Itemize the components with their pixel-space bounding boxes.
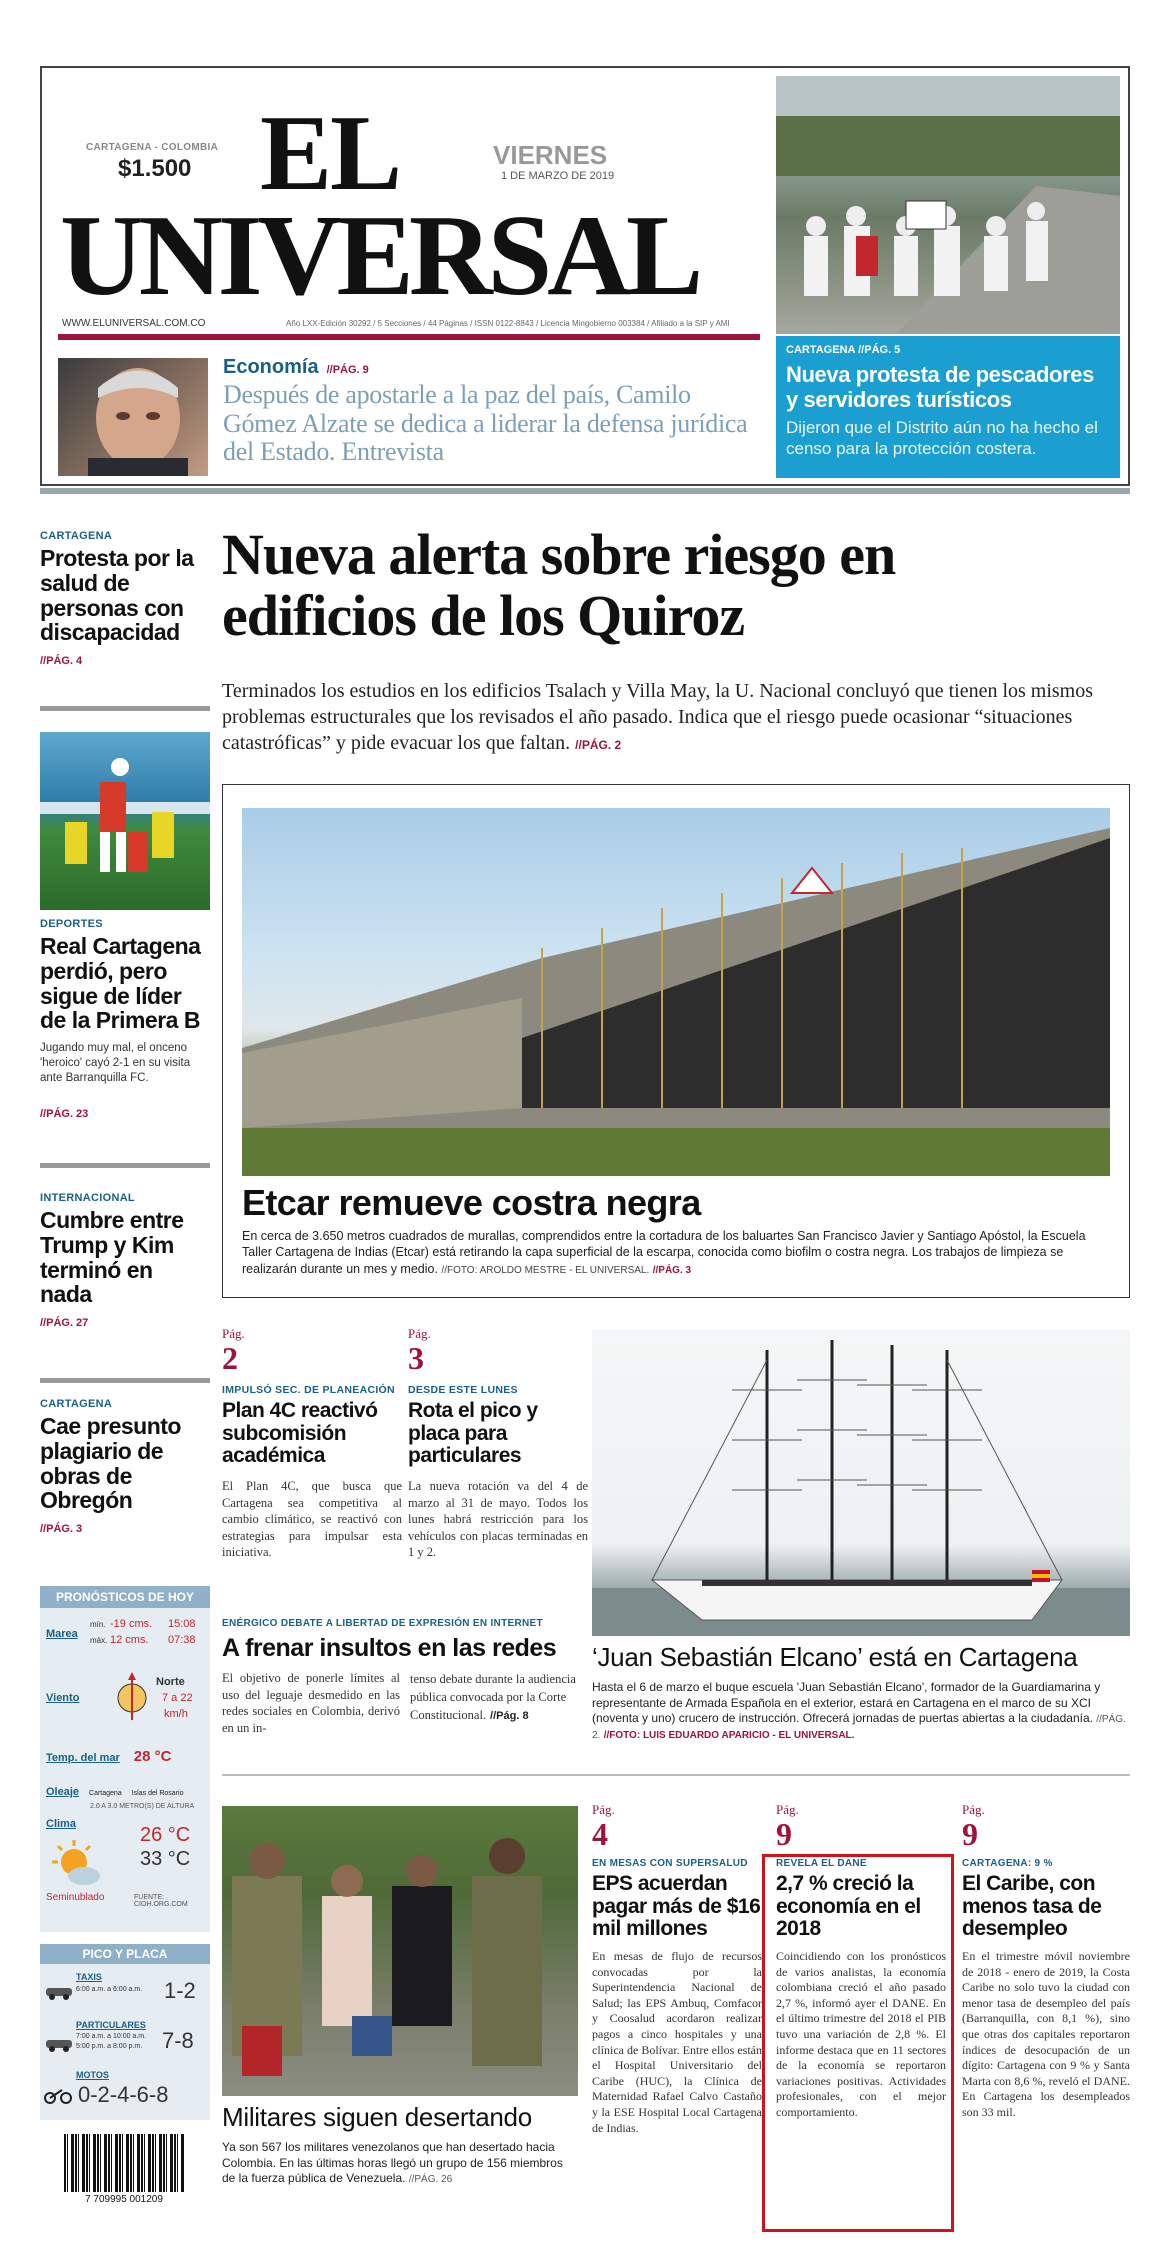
temp-low: 26 °C bbox=[140, 1824, 191, 1846]
barcode-bars bbox=[64, 2134, 184, 2192]
lead-deck-block bbox=[222, 678, 1102, 756]
masthead-weekday: VIERNES bbox=[493, 140, 608, 170]
motos-row bbox=[40, 2068, 210, 2114]
muralla-photo[interactable] bbox=[242, 808, 1110, 1176]
weather-box bbox=[40, 1586, 210, 1932]
sidebar-page: //PÁG. 4 bbox=[40, 655, 83, 668]
promo-box[interactable] bbox=[776, 336, 1120, 478]
promo-text: Dijeron que el Distrito aún no ha hecho el censo para la protección costera. bbox=[786, 417, 1098, 458]
tide-min-time: 15:08 bbox=[168, 1618, 196, 1630]
ship-photo-art bbox=[592, 1330, 1130, 1636]
muralla-photo-art bbox=[242, 808, 1110, 1176]
promo-page: //PÁG. 5 bbox=[858, 344, 901, 356]
sea-temp-label: Temp. del mar bbox=[46, 1752, 120, 1764]
brief-pag-num: 9 bbox=[776, 1816, 792, 1852]
tide-max-label: máx. bbox=[90, 1636, 108, 1645]
sidebar-kicker: INTERNACIONAL bbox=[40, 1192, 135, 1204]
sidebar-headline[interactable]: Cae presunto plagiario de obras de Obregón bbox=[40, 1413, 181, 1514]
protest-photo[interactable] bbox=[776, 76, 1120, 334]
masthead-rule bbox=[58, 334, 760, 340]
wind-unit: km/h bbox=[164, 1708, 188, 1720]
wind-direction: Norte bbox=[156, 1676, 185, 1688]
taxi-car-icon bbox=[44, 1982, 74, 2000]
brief-kicker: IMPULSÓ SEC. DE PLANEACIÓN bbox=[222, 1384, 395, 1396]
masthead-logo-line1: EL bbox=[260, 94, 401, 213]
sidebar-kicker: CARTAGENA bbox=[40, 530, 113, 542]
brief-plan4c[interactable] bbox=[222, 1326, 402, 1561]
taxis-hours: 6:00 a.m. a 6:00 a.m. bbox=[76, 1986, 143, 1993]
masthead-date: 1 DE MARZO DE 2019 bbox=[501, 170, 615, 182]
sidebar-kicker: DEPORTES bbox=[40, 918, 103, 930]
brief-headline[interactable]: El Caribe, con menos tasa de desempleo bbox=[962, 1872, 1102, 1941]
militares-page: //PÁG. 26 bbox=[408, 2174, 453, 2186]
ship-page: //PÁG. 2. bbox=[592, 1714, 1126, 1741]
brief-pag-num: 2 bbox=[222, 1340, 238, 1376]
swell-row bbox=[46, 1782, 206, 1810]
brief-kicker: DESDE ESTE LUNES bbox=[408, 1384, 518, 1396]
economia-teaser[interactable] bbox=[223, 356, 763, 467]
weather-title: PRONÓSTICOS DE HOY bbox=[40, 1586, 210, 1608]
sidebar-story-4[interactable] bbox=[40, 1398, 210, 1535]
swell-place1: Cartagena bbox=[89, 1790, 122, 1797]
brief-pico-placa[interactable] bbox=[408, 1326, 588, 1561]
photo-story-caption: En cerca de 3.650 metros cuadrados de murallas, comprendidos entre la cortadura de los baluartes San Francisco Javier y Santiago Apóstol, la Escuela Taller Cartagena de Indias (Etcar) está retirando la capa superficial de la escarpa, conocida como biofilm o costra negra. Los trabajos de limpieza se realizarán durante un mes y medio. bbox=[242, 1229, 1086, 1276]
temp-high: 33 °C bbox=[140, 1848, 191, 1870]
sidebar-divider bbox=[40, 706, 210, 711]
insults-headline[interactable]: A frenar insultos en las redes bbox=[222, 1634, 557, 1662]
sidebar-story-2[interactable] bbox=[40, 732, 210, 1120]
tide-max-time: 07:38 bbox=[168, 1634, 196, 1646]
economia-text: Después de apostarle a la paz del país, Camilo Gómez Alzate se dedica a liderar la defensa jurídica del Estado. Entrevista bbox=[223, 380, 748, 467]
brief-pag-label: Pág. bbox=[776, 1802, 799, 1817]
insults-story[interactable] bbox=[222, 1618, 588, 1736]
militares-headline[interactable]: Militares siguen desertando bbox=[222, 2102, 532, 2132]
tide-max: 12 cms. bbox=[110, 1634, 149, 1646]
wind-label: Viento bbox=[46, 1692, 80, 1704]
promo-kicker: CARTAGENA bbox=[786, 344, 856, 356]
brief-pag-label: Pág. bbox=[408, 1326, 431, 1341]
brief-headline[interactable]: EPS acuerdan pagar más de $16 mil millones bbox=[592, 1872, 761, 1941]
militares-caption: Ya son 567 los militares venezolanos que han desertado hacia Colombia. En las últimas horas llegó un grupo de 156 miembros de la fuerza pública de Venezuela. bbox=[222, 2140, 563, 2186]
particulares-hours1: 7:00 a.m. a 10:00 a.m. bbox=[76, 2033, 147, 2040]
brief-pag-label: Pág. bbox=[592, 1802, 615, 1817]
ship-photo[interactable] bbox=[592, 1330, 1130, 1636]
particulares-plates: 7-8 bbox=[162, 2028, 194, 2053]
insults-kicker: ENÉRGICO DEBATE A LIBERTAD DE EXPRESIÓN EN INTERNET bbox=[222, 1618, 543, 1629]
barcode bbox=[64, 2134, 184, 2214]
brief-headline[interactable]: Rota el pico y placa para particulares bbox=[408, 1399, 538, 1468]
brief-headline[interactable]: 2,7 % creció la economía en el 2018 bbox=[776, 1872, 921, 1941]
wind-compass-icon bbox=[112, 1668, 152, 1728]
football-photo-art bbox=[40, 732, 210, 910]
sidebar-headline[interactable]: Protesta por la salud de personas con discapacidad bbox=[40, 545, 194, 646]
photo-story-credit: //FOTO: AROLDO MESTRE - EL UNIVERSAL. bbox=[441, 1264, 650, 1276]
protest-photo-art bbox=[776, 76, 1120, 334]
brief-pag-num: 9 bbox=[962, 1816, 978, 1852]
motos-label: MOTOS bbox=[76, 2070, 109, 2080]
sidebar-headline[interactable]: Cumbre entre Trump y Kim terminó en nada bbox=[40, 1207, 184, 1308]
brief-kicker: REVELA EL DANE bbox=[776, 1858, 867, 1869]
brief-desempleo[interactable] bbox=[962, 1802, 1130, 2121]
section-divider bbox=[222, 1774, 1130, 1776]
tide-row bbox=[46, 1616, 206, 1652]
particulares-label: PARTICULARES bbox=[76, 2020, 146, 2030]
sea-temp: 28 °C bbox=[133, 1748, 172, 1765]
brief-pag-label: Pág. bbox=[962, 1802, 985, 1817]
masthead-website[interactable]: WWW.ELUNIVERSAL.COM.CO bbox=[62, 318, 206, 329]
brief-headline[interactable]: Plan 4C reactivó subcomisión académica bbox=[222, 1399, 378, 1468]
economia-page: //PÁG. 9 bbox=[326, 364, 369, 376]
climate-label: Clima bbox=[46, 1818, 76, 1830]
insults-text-col2: tenso debate durante la audiencia pública convocada por la Corte Constitucional. bbox=[410, 1672, 576, 1722]
sidebar-story-1[interactable] bbox=[40, 530, 210, 667]
brief-pag-num: 3 bbox=[408, 1340, 424, 1376]
brief-kicker: EN MESAS CON SUPERSALUD bbox=[592, 1858, 748, 1869]
brief-text: En el trimestre móvil noviembre de 2018 - enero de 2019, la Costa Caribe no solo tuvo la ciudad con menor tasa de desempleo del país (Barranquilla, con 8,1 %), sino que otras dos capitales reportaron índices de desocupación de un dígito: Cartagena con 9 % y Santa Marta con 8,6 %, reveló el DANE. En Cartagena los desempleados son 33 mil. bbox=[962, 1949, 1130, 2119]
motos-plates: 0-2-4-6-8 bbox=[78, 2082, 169, 2107]
lead-headline[interactable]: Nueva alerta sobre riesgo en edificios de los Quiroz bbox=[222, 522, 896, 649]
sidebar-divider bbox=[40, 1378, 210, 1383]
football-photo[interactable] bbox=[40, 732, 210, 910]
brief-pag-label: Pág. bbox=[222, 1326, 245, 1341]
promo-headline[interactable]: Nueva protesta de pescadores y servidores turísticos bbox=[786, 362, 1094, 413]
gomez-portrait[interactable] bbox=[58, 358, 208, 476]
sidebar-divider bbox=[40, 1163, 210, 1168]
photo-story-headline[interactable]: Etcar remueve costra negra bbox=[242, 1182, 701, 1223]
militares-photo[interactable] bbox=[222, 1806, 578, 2096]
sidebar-page: //PÁG. 23 bbox=[40, 1108, 89, 1121]
swell-label: Oleaje bbox=[46, 1786, 80, 1798]
brief-text: El Plan 4C, que busca que Cartagena sea competitiva al cambio climático, se reactivó con estrategias para impulsar esta iniciativa. bbox=[222, 1479, 402, 1560]
sun-cloud-icon bbox=[50, 1840, 104, 1890]
brief-eps[interactable] bbox=[592, 1802, 762, 2136]
tide-min: -19 cms. bbox=[110, 1618, 153, 1630]
brief-text: En mesas de flujo de recursos convocadas por la Superintendencia Nacional de Salud; las EPS Ambuq, Comfacor y Coosalud acordaron realizar pagos a cinco hospitales y una clínica de Bolívar. Entre ellos están el Hospital Universitario del Caribe (HUC), la Clínica de Maternidad Rafael Calvo Castaño y la ESE Hospital Local Cartagena de Indias. bbox=[592, 1949, 762, 2135]
sea-temp-row bbox=[46, 1748, 206, 1766]
insults-text-col1: El objetivo de ponerle límites al uso del leguaje desmedido en las redes sociales en Colombia, derivó en un in- bbox=[222, 1671, 400, 1735]
particulares-row bbox=[40, 2018, 210, 2062]
weather-source: FUENTE: CIOH.ORG.COM bbox=[134, 1894, 188, 1908]
brief-text: La nueva rotación va del 4 de marzo al 31 de mayo. Todos los lunes habrá restricción para los vehículos con placas terminadas en 1 y 2. bbox=[408, 1479, 588, 1560]
masthead-imprint: Año LXX-Edición 30292 / 5 Secciones / 44 Páginas / ISSN 0122-8843 / Licencia Mingobierno 003384 / Afiliado a la SIP y AMI bbox=[286, 319, 730, 328]
barcode-number: 7 709995 001209 bbox=[85, 2194, 163, 2205]
brief-kicker: CARTAGENA: 9 % bbox=[962, 1858, 1053, 1869]
photo-story-caption-block bbox=[242, 1228, 1110, 1277]
taxis-row bbox=[40, 1968, 210, 2012]
swell-place2: Islas del Rosario bbox=[131, 1790, 184, 1797]
masthead-location: CARTAGENA - COLOMBIA bbox=[86, 142, 219, 153]
sidebar-text: Jugando muy mal, el onceno 'heroico' cayó 2-1 en su visita ante Barranquilla FC. bbox=[40, 1042, 191, 1085]
portrait-art bbox=[58, 358, 208, 476]
photo-story-page: //PÁG. 3 bbox=[652, 1264, 692, 1276]
militares-caption-block bbox=[222, 2140, 578, 2187]
swell-value: 2.0 A 3.0 METRO(S) DE ALTURA bbox=[90, 1803, 195, 1810]
economia-section: Economía bbox=[223, 356, 319, 378]
pico-placa-title: PICO Y PLACA bbox=[40, 1944, 210, 1964]
brief-economia[interactable] bbox=[776, 1802, 946, 2121]
pico-placa-box bbox=[40, 1944, 210, 2120]
sidebar-story-3[interactable] bbox=[40, 1192, 210, 1329]
sidebar-page: //PÁG. 27 bbox=[40, 1317, 89, 1330]
ship-caption: Hasta el 6 de marzo el buque escuela 'Juan Sebastián Elcano', formador de la Guardiamarina y representante de Armada Española en el exterior, estará en Cartagena en el marco de su XCI (noventa y uno) crucero de instrucción. Ofrecerá jornadas de puertas abiertas a la ciudadanía. bbox=[592, 1680, 1101, 1726]
wind-row bbox=[46, 1664, 206, 1736]
car-icon bbox=[44, 2034, 74, 2052]
tide-min-label: mín. bbox=[90, 1620, 106, 1629]
taxis-plates: 1-2 bbox=[164, 1978, 196, 2003]
masthead-price: $1.500 bbox=[118, 155, 192, 182]
tide-label: Marea bbox=[46, 1628, 78, 1640]
ship-headline[interactable]: ‘Juan Sebastián Elcano’ está en Cartagena bbox=[592, 1642, 1078, 1672]
brief-pag-num: 4 bbox=[592, 1816, 608, 1852]
wind-speed: 7 a 22 bbox=[162, 1692, 193, 1704]
sidebar-page: //PÁG. 3 bbox=[40, 1523, 83, 1536]
masthead-logo-line2: UNIVERSAL bbox=[60, 192, 699, 320]
lead-page: //PÁG. 2 bbox=[575, 738, 622, 752]
militares-photo-art bbox=[222, 1806, 578, 2096]
lead-deck: Terminados los estudios en los edificios Tsalach y Villa May, la U. Nacional concluyó que tienen los mismos problemas estructurales que los revisados el año pasado. Indica que el riesgo puede ocasionar “situaciones catastróficas” y pide evacuar los que faltan. bbox=[222, 680, 1094, 754]
taxis-label: TAXIS bbox=[76, 1972, 102, 1982]
masthead-bottom-rule bbox=[40, 488, 1130, 494]
sky-state: Seminublado bbox=[46, 1892, 105, 1903]
insults-page: //Pág. 8 bbox=[490, 1710, 529, 1722]
sidebar-headline[interactable]: Real Cartagena perdió, pero sigue de líder de la Primera B bbox=[40, 933, 201, 1034]
climate-row bbox=[46, 1818, 206, 1918]
particulares-hours2: 5:00 p.m. a 8:00 p.m. bbox=[76, 2043, 143, 2050]
ship-credit: //FOTO: LUIS EDUARDO APARICIO - EL UNIVERSAL. bbox=[603, 1729, 855, 1741]
sidebar-kicker: CARTAGENA bbox=[40, 1398, 113, 1410]
motorcycle-icon bbox=[44, 2086, 72, 2104]
masthead-logo bbox=[60, 94, 760, 330]
ship-caption-block bbox=[592, 1680, 1130, 1742]
brief-text: Coincidiendo con los pronósticos de varios analistas, la economía colombiana creció el año pasado 2,7 %, informó ayer el DANE. En el último trimestre del 2018 el PIB tuvo una variación de 2,8 %. El informe destaca que en 11 sectores de la economía se reportaron variaciones positivas. Actividades profesionales, con el mejor comportamiento. bbox=[776, 1949, 946, 2119]
